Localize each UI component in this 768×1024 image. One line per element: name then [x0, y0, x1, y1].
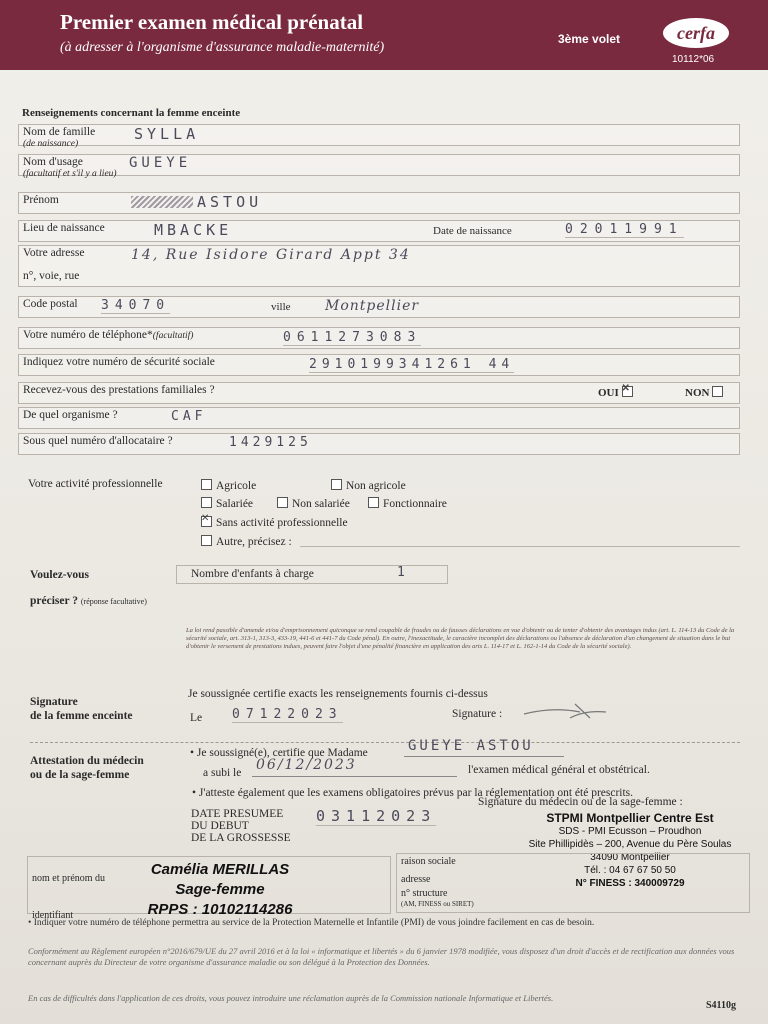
row-prestations	[18, 382, 740, 404]
option-salariee[interactable]	[201, 497, 253, 510]
ville-label: ville	[271, 301, 291, 313]
salariee-label: Salariée	[216, 498, 254, 510]
certifie-text: Je soussignée certifie exacts les renseignements fournis ci-dessus	[188, 688, 488, 700]
nom-famille-value: SYLLA	[134, 125, 200, 143]
signature-title-1: Signature	[30, 696, 78, 708]
prenom-label: Prénom	[23, 194, 59, 206]
telephone-value: 0611273083	[283, 330, 422, 345]
prestations-label: Recevez-vous des prestations familiales ?	[23, 384, 215, 396]
row-nom-famille[interactable]	[18, 124, 740, 149]
stamp-midwife-name: Camélia MERILLAS	[150, 861, 290, 878]
stamp-center-line1: SDS - PMI Ecusson – Proudhon	[558, 826, 702, 837]
signature-scribble	[520, 700, 610, 722]
date-naissance-value: 02011991	[565, 222, 684, 237]
structure-adresse-label: adresse	[401, 874, 431, 885]
non-agricole-checkbox[interactable]	[331, 479, 342, 490]
nom-famille-label: Nom de famille	[23, 126, 96, 138]
oui-checkbox[interactable]	[622, 386, 633, 397]
crossed-out-text	[131, 196, 193, 208]
form-header	[0, 0, 768, 70]
signature-label: Signature :	[452, 708, 503, 720]
nombre-enfants-label: Nombre d'enfants à charge	[191, 568, 314, 580]
adresse-value: 14, Rue Isidore Girard Appt 34	[131, 247, 411, 263]
reclamation-notice: En cas de difficultés dans l'application de ces droits, vous pouvez introduire une réclamation auprès de la Commission nationale Informatique et Libertés.	[28, 993, 554, 1003]
a-subi-le-label: a subi le	[203, 767, 242, 779]
section-title-femme: Renseignements concernant la femme enceinte	[22, 107, 241, 119]
structure-box[interactable]	[396, 853, 750, 913]
fonctionnaire-label: Fonctionnaire	[383, 498, 447, 510]
lieu-naissance-label: Lieu de naissance	[23, 222, 105, 234]
secu-value: 2910199341261 44	[309, 357, 515, 372]
code-postal-label: Code postal	[23, 298, 78, 310]
option-non-salariee[interactable]	[277, 497, 350, 510]
row-nom-usage[interactable]	[18, 154, 740, 179]
agricole-label: Agricole	[216, 480, 257, 492]
grossesse-date-value[interactable]: 03112023	[316, 807, 437, 825]
signature-date-value[interactable]: 07122023	[232, 707, 343, 722]
autre-label: Autre, précisez :	[216, 536, 292, 548]
option-non-agricole[interactable]	[331, 479, 406, 492]
volet-label: 3ème volet	[558, 32, 621, 46]
voie-label: n°, voie, rue	[23, 270, 80, 282]
stamp-center-line2: Site Phillipidès – 200, Avenue du Père Soulas	[528, 839, 732, 850]
preciser-label: préciser ?	[30, 595, 79, 607]
adresse-label: Votre adresse	[23, 247, 85, 259]
oui-label: OUI	[598, 387, 619, 399]
organisme-label: De quel organisme ?	[23, 409, 118, 421]
attestation-title-2: ou de la sage-femme	[30, 769, 130, 781]
stamp-center-name: STPMI Montpellier Centre Est	[546, 811, 714, 825]
allocataire-value: 1429125	[229, 435, 312, 450]
structure-label: n° structure	[401, 888, 448, 899]
sans-activite-label: Sans activité professionnelle	[216, 517, 348, 529]
nom-prenom-label: nom et prénom du	[32, 873, 106, 884]
nom-usage-sub: (facultatif et s'il y a lieu)	[23, 169, 117, 179]
structure-sub: (AM, FINESS ou SIRET)	[401, 900, 474, 908]
attestation-title-1: Attestation du médecin	[30, 755, 144, 767]
row-code-postal[interactable]	[18, 296, 740, 318]
row-secu[interactable]	[18, 354, 740, 376]
nom-famille-sub: (de naissance)	[23, 139, 79, 149]
form-subtitle: (à adresser à l'organisme d'assurance maladie-maternité)	[60, 40, 385, 55]
row-organisme[interactable]	[18, 407, 740, 429]
stamp-midwife-rpps: RPPS : 10102114286	[147, 901, 293, 918]
voulez-vous-label: Voulez-vous	[30, 569, 89, 581]
non-checkbox[interactable]	[712, 386, 723, 397]
exam-text: l'examen médical général et obstétrical.	[468, 764, 650, 776]
stamp-center-line3: 34090 Montpellier	[590, 852, 670, 863]
option-agricole[interactable]	[201, 479, 256, 492]
organisme-value: CAF	[171, 409, 207, 424]
pmi-note: • Indiquer votre numéro de téléphone permettra au service de la Protection Maternelle et Infantile (PMI) de vous joindre facilement en cas de besoin.	[28, 918, 595, 928]
salariee-checkbox[interactable]	[201, 497, 212, 508]
stamp-center-finess: N° FINESS : 340009729	[575, 878, 685, 889]
separator-line	[30, 742, 740, 743]
attestation-line-2: • J'atteste également que les examens obligatoires prévus par la réglementation ont été prescrits.	[192, 787, 634, 799]
nom-usage-label: Nom d'usage	[23, 156, 83, 168]
fonctionnaire-checkbox[interactable]	[368, 497, 379, 508]
telephone-label: Votre numéro de téléphone*	[23, 329, 153, 341]
cerfa-number: 10112*06	[672, 54, 715, 65]
agricole-checkbox[interactable]	[201, 479, 212, 490]
stamp-midwife-role: Sage-femme	[175, 881, 265, 898]
autre-line	[300, 546, 740, 547]
code-postal-value: 34070	[101, 298, 171, 313]
non-salariee-label: Non salariée	[292, 498, 350, 510]
activite-label: Votre activité professionnelle	[28, 478, 163, 490]
option-autre[interactable]	[201, 535, 292, 548]
preciser-sub: (réponse facultative)	[80, 597, 147, 606]
row-prenom[interactable]	[18, 192, 740, 214]
prenom-value: ASTOU	[197, 193, 263, 211]
ville-value: Montpellier	[325, 298, 420, 314]
row-telephone[interactable]	[18, 327, 740, 349]
legal-notice: La loi rend passible d'amende et/ou d'emprisonnement quiconque se rend coupable de fraudes ou de fausses déclarations en vue d'obtenir ou de tenter d'obtenir des avantages indus (art. L. 114-13 du Code de la sécurité sociale, art. 313-1, 313-3, 433-19, 441-6 et 441-7 du Code pénal). En outre, l'inexactitude, le caractère incomplet des déclarations ou l'absence de déclaration d'un changement de situation dans le but d'obtenir le versement de prestations indues, peuvent faire l'objet d'une pénalité financière en application des arts L. 114-17 et L. 162-1-14 du Code de la sécurité sociale).	[186, 627, 735, 650]
identifiant-label: identifiant	[32, 910, 74, 921]
secu-label: Indiquez votre numéro de sécurité sociale	[23, 356, 215, 368]
non-agricole-label: Non agricole	[346, 480, 406, 492]
row-adresse[interactable]	[18, 245, 740, 287]
autre-checkbox[interactable]	[201, 535, 212, 546]
attestation-line-1: • Je soussigné(e), certifie que Madame	[190, 747, 368, 759]
option-sans-activite[interactable]	[201, 516, 348, 529]
non-salariee-checkbox[interactable]	[277, 497, 288, 508]
date-presumee-2: DU DEBUT	[191, 820, 249, 832]
row-lieu-naissance[interactable]	[18, 220, 740, 242]
form-code: S4110g	[706, 1000, 737, 1011]
signature-medecin-label: Signature du médecin ou de la sage-femme :	[478, 796, 683, 808]
option-fonctionnaire[interactable]	[368, 497, 447, 510]
allocataire-label: Sous quel numéro d'allocataire ?	[23, 435, 173, 447]
date-presumee-3: DE LA GROSSESSE	[191, 832, 291, 844]
cerfa-logo: cerfa	[663, 18, 729, 48]
stamp-midwife	[100, 860, 340, 920]
nombre-enfants-field[interactable]	[176, 565, 448, 584]
form-title: Premier examen médical prénatal	[60, 10, 364, 34]
madame-value: GUEYE ASTOU	[408, 738, 534, 754]
row-allocataire[interactable]	[18, 433, 740, 455]
stamp-center-tel: Tél. : 04 67 67 50 50	[584, 865, 676, 876]
raison-sociale-label: raison sociale	[401, 856, 456, 867]
exam-date-value: 06/12/2023	[256, 757, 357, 773]
non-label: NON	[685, 387, 710, 399]
lieu-naissance-value: MBACKE	[154, 221, 233, 239]
sans-activite-checkbox[interactable]	[201, 516, 212, 527]
rgpd-notice: Conformément au Règlement européen n°2016/679/UE du 27 avril 2016 et à la loi « informatique et libertés » du 6 janvier 1978 modifiée, vous disposez d'un droit d'accès et de rectification aux données vous concernant auprès du Directeur de votre organisme d'assurance maladie ou son délégué à la Protection des Données.	[28, 946, 735, 967]
le-label: Le	[190, 712, 203, 724]
telephone-sub: (facultatif)	[152, 331, 194, 341]
nom-usage-value: GUEYE	[129, 155, 192, 171]
date-presumee-1: DATE PRESUMEE	[191, 808, 284, 820]
signature-title-2: de la femme enceinte	[30, 710, 133, 722]
nombre-enfants-value: 1	[397, 565, 409, 580]
date-naissance-label: Date de naissance	[433, 225, 512, 237]
